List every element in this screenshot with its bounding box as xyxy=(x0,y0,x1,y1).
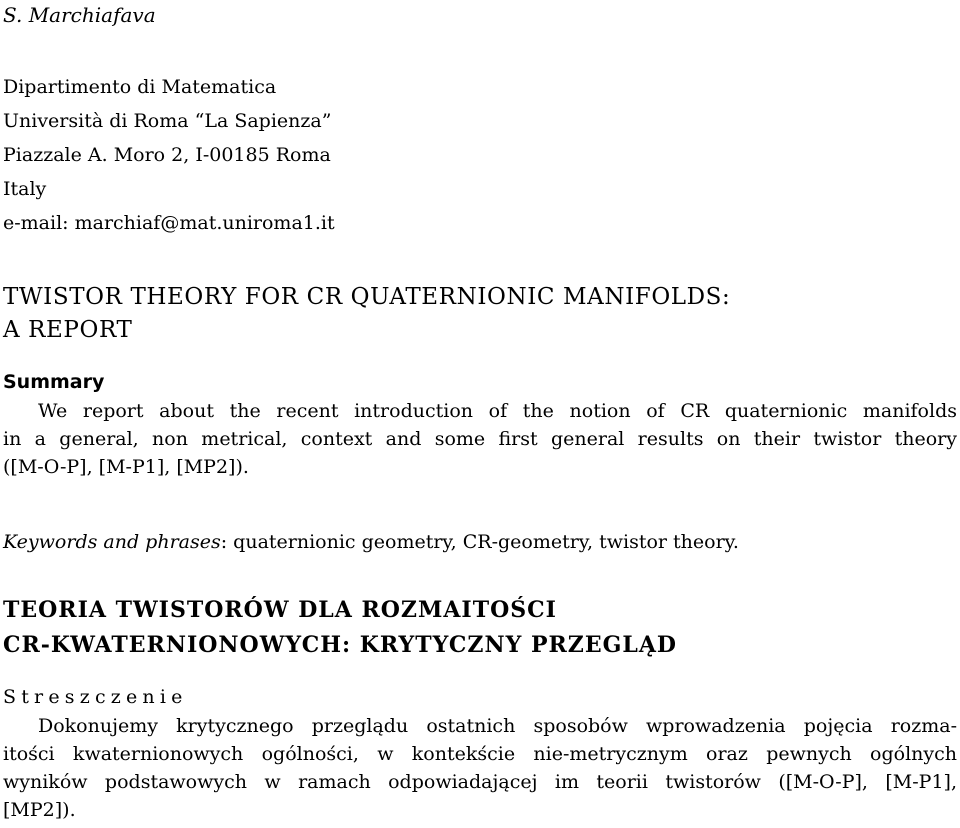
summary-line-3: ([M-O-P], [M-P1], [MP2]). xyxy=(3,456,249,478)
english-title-line2: A REPORT xyxy=(3,317,133,343)
polish-title-line1: TEORIA TWISTORÓW DLA ROZMAITOŚCI xyxy=(3,597,557,623)
streszczenie-line-2: itości kwaternionowych ogólności, w kontekście nie-metrycznym oraz pewnych ogólnych xyxy=(3,743,957,765)
english-title-line1: TWISTOR THEORY FOR CR QUATERNIONIC MANIFOLDS: xyxy=(3,284,731,310)
affiliation-university: Università di Roma “La Sapienza” xyxy=(3,110,332,132)
affiliation-email: e-mail: marchiaf@mat.uniroma1.it xyxy=(3,212,335,234)
keywords-line xyxy=(3,530,739,554)
affiliation-country: Italy xyxy=(3,178,47,200)
streszczenie-heading: Streszczenie xyxy=(3,686,188,708)
polish-title-line2: CR-KWATERNIONOWYCH: KRYTYCZNY PRZEGLĄD xyxy=(3,632,678,658)
streszczenie-line-1: Dokonujemy krytycznego przeglądu ostatnich sposobów wprowadzenia pojęcia rozma- xyxy=(38,715,957,737)
author-name: S. Marchiafava xyxy=(3,3,156,27)
keywords-label: Keywords and phrases xyxy=(3,531,221,553)
streszczenie-line-4: [MP2]). xyxy=(3,799,76,821)
summary-line-1: We report about the recent introduction of the notion of CR quaternionic manifolds xyxy=(38,400,957,422)
streszczenie-line-3: wyników podstawowych w ramach odpowiadającej im teorii twistorów ([M-O-P], [M-P1], xyxy=(3,771,957,793)
affiliation-street: Piazzale A. Moro 2, I-00185 Roma xyxy=(3,144,331,166)
summary-heading: Summary xyxy=(3,371,105,393)
summary-line-2: in a general, non metrical, context and some first general results on their twistor theory xyxy=(3,428,957,450)
affiliation-department: Dipartimento di Matematica xyxy=(3,76,277,98)
keywords-text: : quaternionic geometry, CR-geometry, twistor theory. xyxy=(220,531,739,553)
